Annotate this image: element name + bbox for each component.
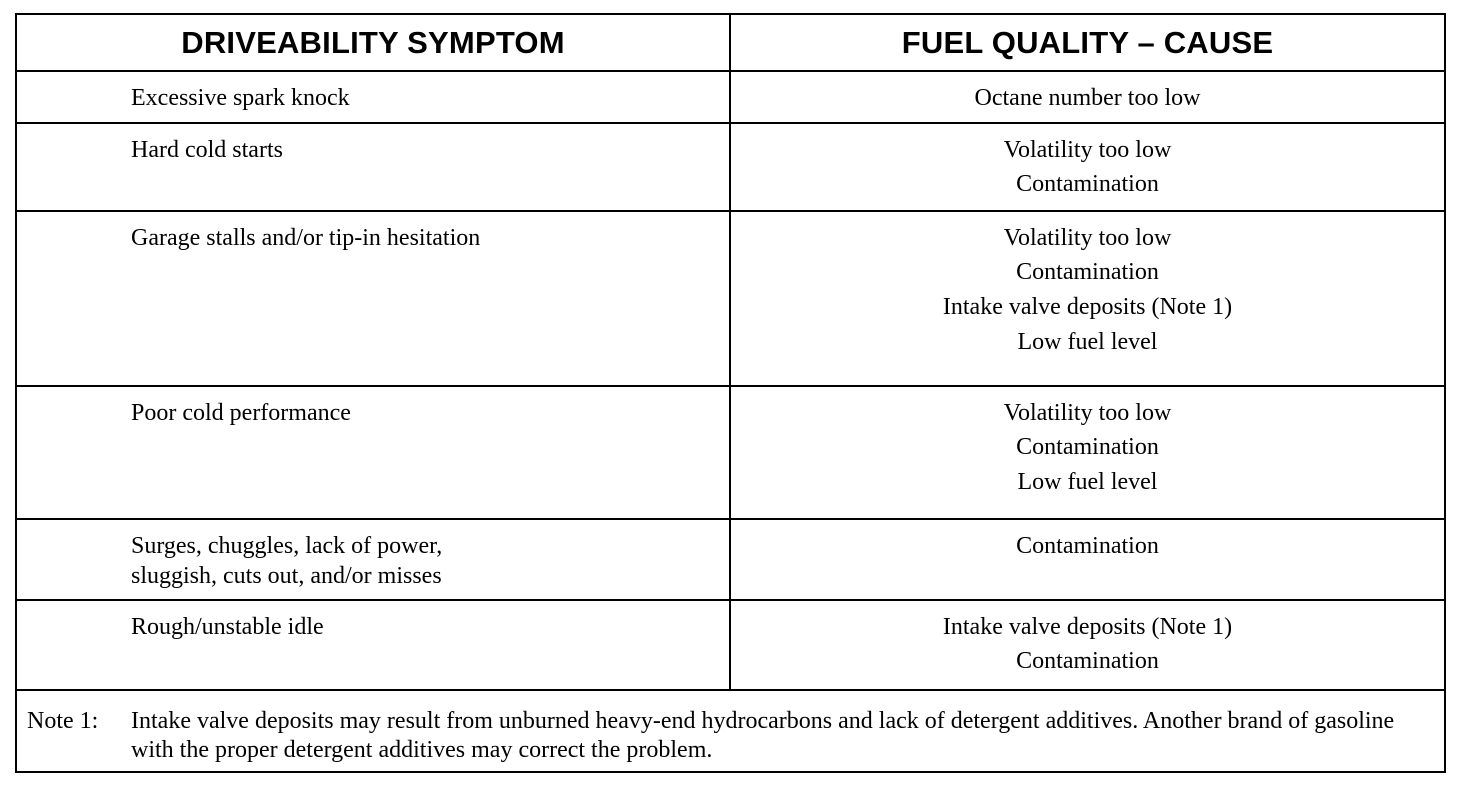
cause-list [731, 83, 1444, 118]
cause-item: Volatility too low [1003, 137, 1172, 163]
symptom-text: Rough/unstable idle [131, 614, 324, 640]
fuel-quality-table [15, 13, 1446, 773]
cause-item: Contamination [1016, 648, 1159, 674]
cause-list [731, 612, 1444, 682]
footnote-label: Note 1: [27, 708, 99, 734]
table-row [17, 387, 1444, 520]
cause-item: Volatility too low [1003, 225, 1172, 251]
cause-item: Contamination [1016, 259, 1159, 285]
header-fuel-quality-cause: FUEL QUALITY – CAUSE [901, 24, 1274, 60]
table-row [17, 72, 1444, 124]
footnote [27, 707, 1431, 765]
cause-item: Low fuel level [1017, 329, 1158, 355]
cause-list [731, 531, 1444, 566]
cause-item: Low fuel level [1017, 469, 1158, 495]
cause-item: Volatility too low [1003, 400, 1172, 426]
symptom-text: Poor cold performance [131, 400, 351, 426]
symptom-text: Excessive spark knock [131, 85, 350, 111]
table-row [17, 212, 1444, 387]
cause-item: Contamination [1016, 434, 1159, 460]
symptom-text: Surges, chuggles, lack of power, sluggish, cuts out, and/or misses [131, 533, 443, 589]
table-note-row [17, 691, 1444, 771]
cause-item: Contamination [1016, 171, 1159, 197]
cause-item: Intake valve deposits (Note 1) [942, 614, 1233, 640]
symptom-text: Garage stalls and/or tip-in hesitation [131, 225, 481, 251]
table-header-row [17, 15, 1444, 72]
cause-list [731, 398, 1444, 503]
cause-item: Intake valve deposits (Note 1) [942, 294, 1233, 320]
table-row [17, 124, 1444, 212]
table-row [17, 601, 1444, 691]
footnote-text: Intake valve deposits may result from unburned heavy-end hydrocarbons and lack of detergent additives. Another brand of gasoline with the proper detergent additives may correct the problem. [131, 708, 1395, 763]
table-row [17, 520, 1444, 601]
header-driveability-symptom: DRIVEABILITY SYMPTOM [17, 15, 731, 70]
cause-list [731, 135, 1444, 205]
cause-item: Octane number too low [974, 85, 1201, 111]
cause-list [731, 223, 1444, 363]
cause-item: Contamination [1016, 533, 1159, 559]
symptom-text: Hard cold starts [131, 137, 283, 163]
